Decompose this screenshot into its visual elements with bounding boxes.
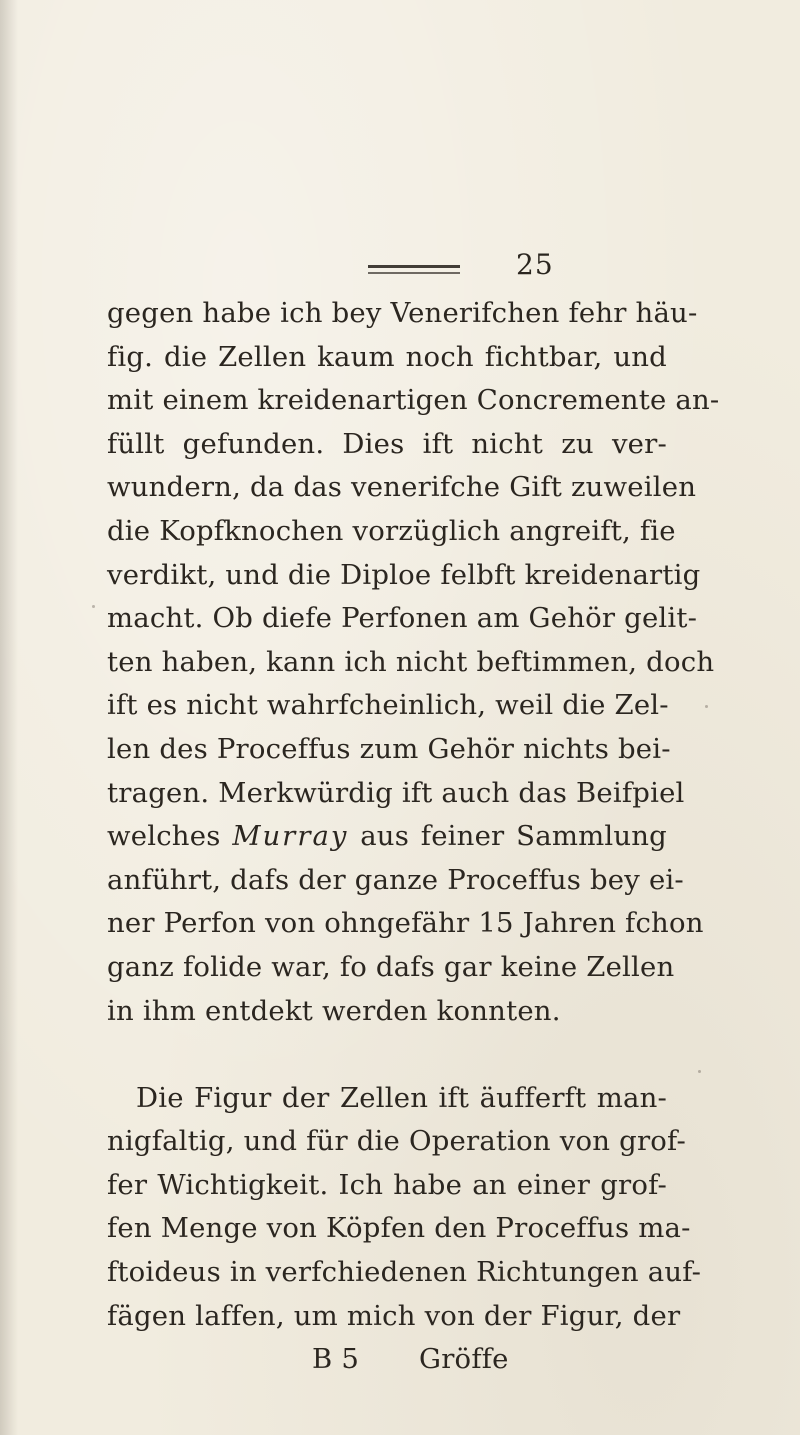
- text-line: ner Perfon von ohngefähr 15 Jahren fchon: [107, 907, 704, 940]
- text-line: macht. Ob diefe Perfonen am Gehör gelit-: [107, 602, 698, 635]
- text-line: tragen. Merkwürdig ift auch das Beifpiel: [107, 776, 685, 809]
- text-line: ftoideus in verfchiedenen Richtungen auf-: [107, 1256, 702, 1289]
- text-line: fen Menge von Köpfen den Proceffus ma-: [107, 1212, 691, 1245]
- word-welches: welches: [107, 820, 221, 853]
- text-line: Die Figur der Zellen ift äufferft man-: [136, 1081, 667, 1114]
- text-line: füllt gefunden. Dies ift nicht zu ver-: [107, 427, 667, 460]
- line-tail: aus feiner Sammlung: [360, 820, 667, 853]
- text-line: fer Wichtigkeit. Ich habe an einer grof-: [107, 1168, 667, 1201]
- paper-speck: [500, 1278, 503, 1281]
- text-line-with-name: [107, 815, 667, 859]
- text-line: in ihm entdekt werden konnten.: [107, 994, 561, 1027]
- footer-line: [107, 1338, 667, 1382]
- text-line: fig. die Zellen kaum noch fichtbar, und: [107, 340, 667, 373]
- author-name: Murray: [232, 820, 349, 853]
- catchword: Gröffe: [419, 1343, 509, 1376]
- text-line: wundern, da das venerifche Gift zuweilen: [107, 471, 697, 504]
- text-line: mit einem kreidenartigen Concremente an-: [107, 384, 720, 417]
- text-line: ift es nicht wahrfcheinlich, weil die Zel-: [107, 689, 669, 722]
- page-number: 25: [516, 248, 554, 281]
- text-line: ganz folide war, fo dafs gar keine Zellen: [107, 950, 675, 983]
- text-line: gegen habe ich bey Venerifchen fehr häu-: [107, 297, 698, 329]
- text-line: nigfaltig, und für die Operation von grof-: [107, 1125, 686, 1158]
- text-line: anführt, dafs der ganze Proceffus bey ei-: [107, 863, 684, 896]
- header-rule: [368, 265, 460, 268]
- text-line: ten haben, kann ich nicht beftimmen, doch: [107, 645, 715, 678]
- paper-speck: [705, 705, 708, 708]
- text-line: fägen laffen, um mich von der Figur, der: [107, 1299, 681, 1332]
- binding-shadow: [0, 0, 18, 1435]
- body-text: [107, 292, 720, 1382]
- paper-speck: [92, 605, 95, 608]
- text-line: die Kopfknochen vorzüglich angreift, fie: [107, 514, 676, 547]
- text-line: len des Proceffus zum Gehör nichts bei-: [107, 732, 671, 765]
- paper-speck: [698, 1070, 701, 1073]
- text-line: verdikt, und die Diploe felbft kreidenartig: [107, 558, 701, 591]
- paragraph-gap: [107, 1033, 667, 1077]
- signature-mark: B 5: [312, 1343, 360, 1376]
